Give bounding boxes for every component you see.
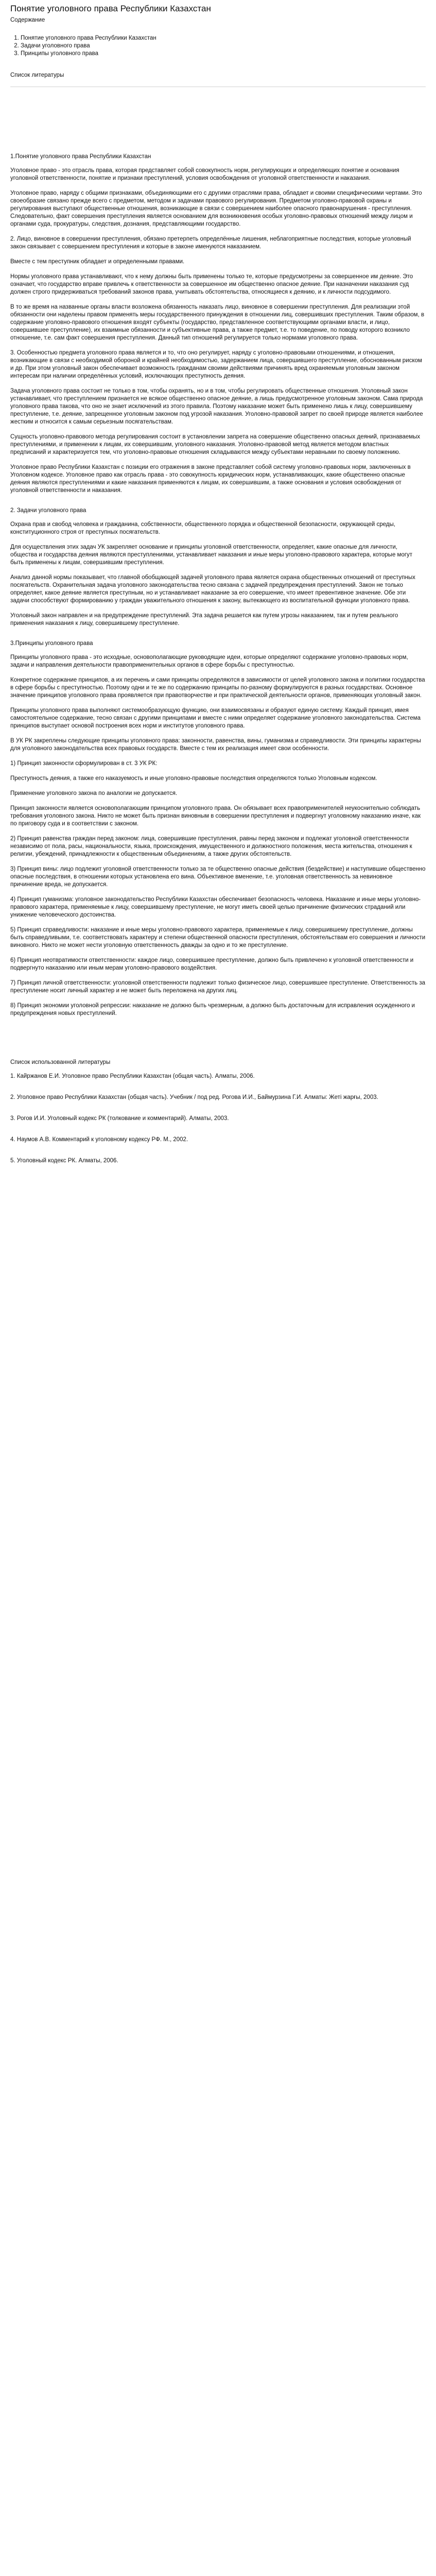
paragraph: 3. Особенностью предмета уголовного права является и то, что оно регулирует, наряду с уголовно-правовыми отношениями, и отношения, возникающие в связи с необходимой обороной и крайней необходимостью, задержанием лица, совершившего преступление, обоснованным риском и др. При этом уголовный закон обеспечивает возможность гражданам своими действиями причинять вред охраняемым уголовным законом интересам при наличии определённых условий, исключающих преступность деяния. xyxy=(10,350,422,379)
paragraph: В УК РК закреплены следующие принципы уголовного права: законности, равенства, вины, гуманизма и справедливости. Эти принципы характерны для уголовного законодательства всех правовых государств. Вместе с тем их реализация имеет свои особенности. xyxy=(10,738,421,752)
paragraph: Для осуществления этих задач УК закрепляет основание и принципы уголовной ответственности, определяет, какие опасные для личности, общества и государства деяния являются преступлениями, устанавливает наказания и иные меры уголовно-правового характера, которые могут быть применены к лицам, совершившим преступления. xyxy=(10,544,413,566)
bibliography-item: 2. Уголовное право Республики Казахстан (общая часть). Учебник / под ред. Рогова И.И., Баймурзина Г.И. Алматы: Жеті жарғы, 2003. xyxy=(10,1094,378,1100)
paragraph: Уголовное право Республики Казахстан с позиции его отражения в законе представляет собой систему уголовно-правовых норм, заключенных в Уголовном кодексе. Уголовное право как отрасль права - это совокупность юридических норм, устанавливающих, какие общественно опасные деяния являются преступлениями и какие наказания применяются к лицам, их совершившим, а также основания и условия освобождения от уголовной ответственности и наказания. xyxy=(10,464,411,494)
bibliography-item: 3. Рогов И.И. Уголовный кодекс РК (толкование и комментарий). Алматы, 2003. xyxy=(10,1115,229,1122)
contents-label: Содержание xyxy=(10,17,45,23)
paragraph: 4) Принцип гуманизма: уголовное законодательство Республики Казахстан обеспечивает безопасность человека. Наказание и иные меры уголовно-правового характера, применяемые к лицу, совершившему преступление, не могут иметь своей целью причинение физических страданий или унижение человеческого достоинства. xyxy=(10,896,421,918)
spacer xyxy=(10,87,426,153)
paragraph: Анализ данной нормы показывает, что главной обобщающей задачей уголовного права является охрана общественных отношений от преступных посягательств. Охранительная задача уголовного законодательства тесно связана с задачей предупреждения преступлений. Закон не только определяет, какое деяние является преступным, но и устанавливает наказание за его совершение, что имеет превентивное значение. Обе эти задачи способствуют формированию у граждан уважительного отношения к закону, вытекающего из воспитательной функции уголовного права. xyxy=(10,574,415,604)
paragraph: Уголовное право - это отрасль права, которая представляет собой совокупность норм, регулирующих и определяющих понятие и основания уголовной ответственности, понятие и признаки преступлений, условия освобождения от уголовной ответственности и наказания. xyxy=(10,167,399,181)
section-title: 1.Понятие уголовного права Республики Казахстан xyxy=(10,154,151,160)
paragraph: В то же время на названные органы власти возложена обязанность наказать лицо, виновное в совершении преступления. Для реализации этой обязанности они наделены правом применять меры государственного принуждения в отношении лиц, совершивших преступления. Таким образом, в содержание уголовно-правового отношения входят субъекты (государство, представленное соответствующими органами власти, и лицо, совершившее преступление), их взаимные обязанности и субъективные права, а также предмет, т.е. то поведение, по поводу которого возникло отношение, т.е. сам факт совершения преступления. Данный тип отношений регулируется только нормами уголовного права. xyxy=(10,304,425,341)
paragraph: Принцип законности является основополагающим принципом уголовного права. Он обязывает всех правоприменителей неукоснительно соблюдать требования уголовного закона. Никто не может быть признан виновным в совершении преступления и подвергнут уголовному наказанию иначе, как по приговору суда и в соответствии с законом. xyxy=(10,805,421,827)
section-principles xyxy=(10,640,426,1018)
paragraph: 8) Принцип экономии уголовной репрессии: наказание не должно быть чрезмерным, а должно быть достаточным для исправления осужденного и предупреждения новых преступлений. xyxy=(10,1003,415,1016)
paragraph: 2) Принцип равенства граждан перед законом: лица, совершившие преступления, равны перед законом и подлежат уголовной ответственности независимо от пола, расы, национальности, языка, происхождения, имущественного и должностного положения, места жительства, отношения к религии, убеждений, принадлежности к общественным объединениям, а также других обстоятельств. xyxy=(10,836,412,857)
paragraph: 6) Принцип неотвратимости ответственности: каждое лицо, совершившее преступление, должно быть привлечено к уголовной ответственности и подвергнуто наказанию или иным мерам уголовно-правового воздействия. xyxy=(10,957,414,971)
document-page xyxy=(0,0,436,1165)
toc-item[interactable] xyxy=(21,42,426,50)
paragraph: Охрана прав и свобод человека и гражданина, собственности, общественного порядка и общественной безопасности, окружающей среды, конституционного строя от преступных посягательств. xyxy=(10,521,395,535)
paragraph: 7) Принцип личной ответственности: уголовной ответственности подлежит только физическое лицо, совершившее преступление. Ответственность за преступление носит личный характер и не может быть переложена на других лиц. xyxy=(10,980,426,994)
bibliography-item: 1. Кайржанов Е.И. Уголовное право Республики Казахстан (общая часть). Алматы, 2006. xyxy=(10,1073,255,1079)
paragraph: Сущность уголовно-правового метода регулирования состоит в установлении запрета на совершение общественно опасных деяний, признаваемых преступлениями, и применении к лицам, их совершившим, уголовного наказания. Уголовно-правовой метод является методом властных предписаний и характеризуется тем, что уголовно-правовые отношения складываются между субъектами неравными по своему положению. xyxy=(10,434,421,455)
document-title: Понятие уголовного права Республики Казахстан xyxy=(10,4,211,13)
paragraph: Применение уголовного закона по аналогии не допускается. xyxy=(10,790,178,796)
spacer xyxy=(10,79,426,87)
paragraph: Уголовное право, наряду с общими признаками, объединяющими его с другими отраслями права, обладает и своими специфическими чертами. Это своеобразие связано прежде всего с предметом, методом и задачами правового регулирования. Предметом уголовно-правовой охраны и регулирования выступают общественные отношения, возникающие в связи с совершением наиболее опасного правонарушения - преступления. Следовательно, факт совершения преступления является основанием для возникновения особых уголовно-правовых отношений между лицом и органами суда, прокуратуры, следствия, дознания, представляющими государство. xyxy=(10,190,422,227)
paragraph: Вместе с тем преступник обладает и определенными правами. xyxy=(10,259,185,265)
section-title: 3.Принципы уголовного права xyxy=(10,640,93,647)
spacer xyxy=(10,58,426,72)
bibliography-toc-label: Список литературы xyxy=(10,72,64,78)
section-concept xyxy=(10,153,426,495)
paragraph: 3) Принцип вины: лицо подлежит уголовной ответственности только за те общественно опасные действия (бездействие) и наступившие общественно опасные последствия, в отношении которых установлена его вина. Объективное вменение, т.е. уголовная ответственность за невиновное причинение вреда, не допускается. xyxy=(10,866,426,888)
toc-item[interactable] xyxy=(21,50,426,58)
bibliography-item: 4. Наумов А.В. Комментарий к уголовному кодексу РФ. М., 2002. xyxy=(10,1137,188,1143)
toc-link[interactable]: Понятие уголовного права Республики Казахстан xyxy=(21,35,156,41)
paragraph: Конкретное содержание принципов, а их перечень и сами принципы определяются в зависимости от целей уголовного закона и политики государства в сфере борьбы с преступностью. Поэтому одни и те же по содержанию принципы по-разному формулируются в разных государствах. Основное значение принципов уголовного права проявляется при правотворчестве и при практической деятельности органов, применяющих уголовный закон. xyxy=(10,677,425,699)
toc-item[interactable] xyxy=(21,35,426,42)
bibliography-title: Список использованной литературы xyxy=(10,1059,111,1065)
paragraph: Преступность деяния, а также его наказуемость и иные уголовно-правовые последствия определяются только Уголовным кодексом. xyxy=(10,775,377,782)
section-tasks xyxy=(10,507,426,628)
paragraph: Принципы уголовного права - это исходные, основополагающие руководящие идеи, которые определяют содержание уголовно-правовых норм, задачи и направления деятельности правоприменительных органов в сфере борьбы с преступностью. xyxy=(10,654,408,668)
paragraph: Нормы уголовного права устанавливают, что к нему должны быть применены только те, которые предусмотрены за совершенное им деяние. Это означает, что государство вправе привлечь к ответственности за совершенное им общественно опасное деяние. При назначении наказания суд должен строго придерживаться требований законов права, учитывать обстоятельства, относящиеся к деянию, и к личности подсудимого. xyxy=(10,274,413,295)
bibliography-item: 5. Уголовный кодекс РК. Алматы, 2006. xyxy=(10,1158,118,1164)
paragraph: 5) Принцип справедливости: наказание и иные меры уголовно-правового характера, применяемые к лицу, совершившему преступление, должны быть справедливыми, т.е. соответствовать характеру и степени общественной опасности преступления, обстоятельствам его совершения и личности виновного. Никто не может нести уголовную ответственность дважды за одно и то же преступление. xyxy=(10,927,426,948)
paragraph: Задача уголовного права состоит не только в том, чтобы охранять, но и в том, чтобы регулировать общественные отношения. Уголовный закон устанавливает, что преступлением признается не всякое общественно опасное деяние, а лишь предусмотренное уголовным законом. Сама природа уголовного права такова, что оно не знает исключений из этого правила. Поэтому наказание может быть применено лишь к лицу, совершившему преступление, т.е. деяние, запрещенное уголовным законом под угрозой наказания. Уголовно-правовой запрет по своей природе является наиболее жестким и относится к самым серьезным посягательствам. xyxy=(10,388,423,425)
table-of-contents xyxy=(10,35,426,58)
paragraph: 2. Лицо, виновное в совершении преступления, обязано претерпеть определённые лишения, неблагоприятные последствия, которые уголовный закон связывает с совершением преступления и которые в законе именуются наказанием. xyxy=(10,236,411,250)
paragraph: Принципы уголовного права выполняют системообразующую функцию, они взаимосвязаны и образуют единую систему. Каждый принцип, имея самостоятельное содержание, тесно связан с другими принципами и вместе с ними определяет содержание уголовного законодательства. Система принципов выступает основой построения всех норм и институтов уголовного права. xyxy=(10,707,421,729)
toc-link[interactable]: Задачи уголовного права xyxy=(21,43,90,49)
bibliography-section xyxy=(10,1059,426,1165)
paragraph: Уголовный закон направлен и на предупреждение преступлений. Эта задача решается как путем угрозы наказанием, так и путем реального применения наказания к лицу, совершившему преступление. xyxy=(10,613,398,626)
section-title: 2. Задачи уголовного права xyxy=(10,507,86,514)
toc-link[interactable]: Принципы уголовного права xyxy=(21,50,98,57)
paragraph: 1) Принцип законности сформулирован в ст. 3 УК РК: xyxy=(10,760,158,767)
